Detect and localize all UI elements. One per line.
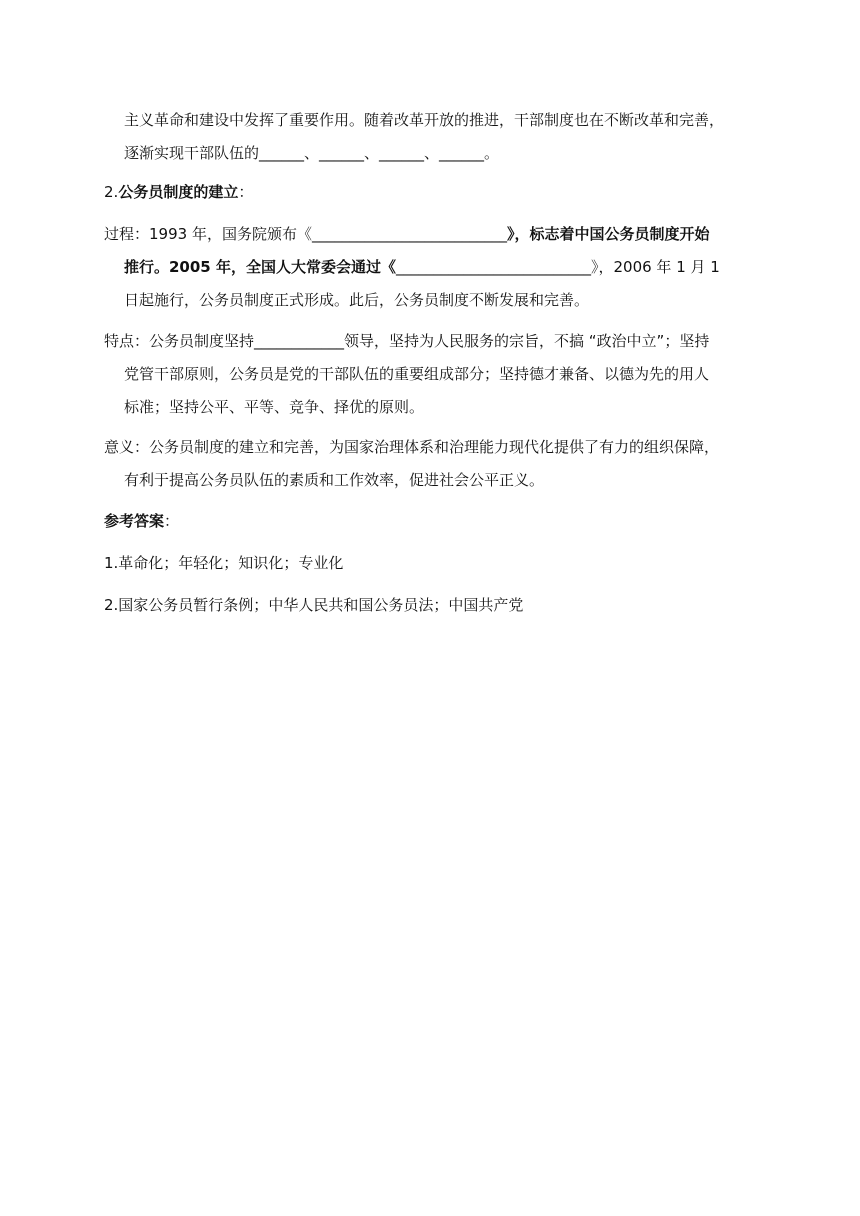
section2-heading-number: 2. bbox=[104, 183, 119, 201]
section2-heading-title: 公务员制度的建立 bbox=[118, 183, 239, 201]
process-blank-2: __________________________ bbox=[395, 258, 591, 276]
features-line1: 特点：公务员制度坚持____________领导，坚持为人民服务的宗旨，不搞 “政治中立”；坚持 bbox=[104, 332, 710, 350]
process-line1 bbox=[104, 224, 709, 244]
process-line1-text: 过程：1993 年，国务院颁布《 bbox=[104, 225, 312, 243]
process-line3: 日起施行，公务员制度正式形成。此后，公务员制度不断发展和完善。 bbox=[124, 291, 590, 309]
section1-line2: 逐渐实现干部队伍的______、______、______、______。 bbox=[124, 144, 500, 162]
answers-heading-title: 参考答案 bbox=[104, 512, 165, 530]
answer-item-2: 2.国家公务员暂行条例；中华人民共和国公务员法；中国共产党 bbox=[104, 596, 524, 614]
process-line2-text: 》，2006 年 1 月 1 bbox=[590, 258, 720, 276]
features-line3: 标准；坚持公平、平等、竞争、择优的原则。 bbox=[124, 398, 425, 416]
section2-heading-colon: ： bbox=[238, 183, 254, 201]
answers-heading-colon: ： bbox=[164, 512, 180, 530]
answers-heading bbox=[104, 511, 179, 531]
section2-heading bbox=[104, 182, 253, 202]
section1-line1: 主义革命和建设中发挥了重要作用。随着改革开放的推进，干部制度也在不断改革和完善， bbox=[124, 111, 725, 129]
process-line1-bold: 》，标志着中国公务员制度开始 bbox=[506, 225, 710, 243]
features-line2: 党管干部原则，公务员是党的干部队伍的重要组成部分；坚持德才兼备、以德为先的用人 bbox=[124, 365, 710, 383]
process-blank-1: __________________________ bbox=[311, 225, 507, 243]
significance-line1: 意义：公务员制度的建立和完善，为国家治理体系和治理能力现代化提供了有力的组织保障， bbox=[104, 438, 720, 456]
process-line2 bbox=[124, 257, 720, 277]
process-line2-bold: 推行。2005 年，全国人大常委会通过《 bbox=[124, 258, 396, 276]
answer-item-1: 1.革命化；年轻化；知识化；专业化 bbox=[104, 554, 344, 572]
significance-line2: 有利于提高公务员队伍的素质和工作效率，促进社会公平正义。 bbox=[124, 471, 545, 489]
